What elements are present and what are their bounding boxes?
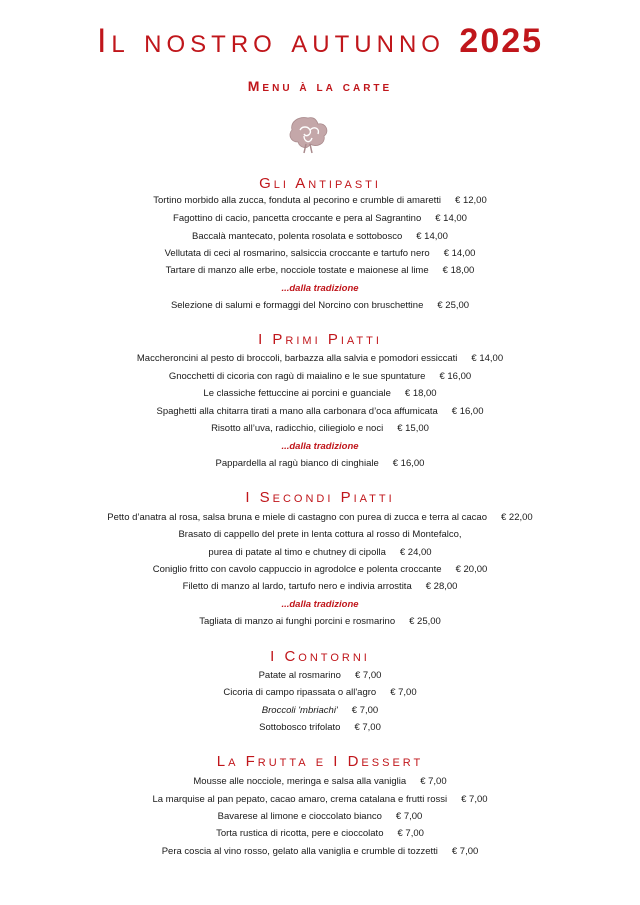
item-price: € 7,00 bbox=[461, 794, 488, 805]
menu-item-tradition bbox=[0, 457, 640, 470]
item-name: Tagliata di manzo ai funghi porcini e rosmarino bbox=[199, 616, 396, 627]
title-year: 2025 bbox=[459, 22, 544, 60]
section-title-antipasti: Gli Antipasti bbox=[259, 175, 381, 192]
menu-item bbox=[0, 387, 640, 400]
menu-item bbox=[0, 686, 640, 699]
item-name: Mousse alle nocciole, meringa e salsa alla vaniglia bbox=[193, 776, 407, 787]
tradition-label: ...dalla tradizione bbox=[281, 283, 359, 294]
item-name: Petto d’anatra al rosa, salsa bruna e miele di castagno con purea di zucca e terra al cacao bbox=[107, 512, 487, 523]
item-price: € 16,00 bbox=[392, 458, 425, 469]
item-name: Patate al rosmarino bbox=[258, 670, 341, 681]
section-title-contorni: I Contorni bbox=[270, 648, 370, 665]
menu-item bbox=[0, 230, 640, 243]
item-price: € 7,00 bbox=[354, 722, 381, 733]
item-price: € 14,00 bbox=[435, 213, 467, 224]
item-price: € 18,00 bbox=[442, 265, 475, 276]
section-title-primi: I Primi Piatti bbox=[258, 331, 382, 348]
menu-item bbox=[0, 563, 640, 576]
page-subtitle: Menu à la carte bbox=[247, 78, 393, 94]
item-name: Tortino morbido alla zucca, fonduta al pecorino e crumble di amaretti bbox=[153, 195, 442, 206]
item-name: Pera coscia al vino rosso, gelato alla vaniglia e crumble di tozzetti bbox=[161, 846, 438, 857]
item-price: € 7,00 bbox=[390, 687, 417, 698]
menu-item bbox=[0, 580, 640, 593]
menu-item bbox=[0, 775, 640, 788]
item-name: Spaghetti alla chitarra tirati a mano alla carbonara d’oca affumicata bbox=[156, 406, 438, 417]
section-title-secondi: I Secondi Piatti bbox=[245, 489, 395, 506]
section-title-dessert: La Frutta e I Dessert bbox=[216, 753, 424, 770]
item-name: Le classiche fettuccine ai porcini e guanciale bbox=[203, 388, 391, 399]
item-price: € 14,00 bbox=[471, 353, 504, 364]
menu-item bbox=[0, 810, 640, 823]
tradition-label: ...dalla tradizione bbox=[281, 599, 359, 610]
item-name: Pappardella al ragù bianco di cinghiale bbox=[215, 458, 379, 469]
page-title bbox=[0, 22, 640, 61]
menu-item bbox=[0, 352, 640, 365]
menu-item bbox=[0, 422, 640, 435]
item-price: € 14,00 bbox=[443, 248, 476, 259]
menu-item bbox=[0, 405, 640, 418]
menu-item bbox=[0, 370, 640, 383]
item-name: Bavarese al limone e cioccolato bianco bbox=[217, 811, 382, 822]
menu-item bbox=[0, 827, 640, 840]
item-name: Baccalà mantecato, polenta rosolata e sottobosco bbox=[192, 231, 403, 242]
item-name: Vellutata di ceci al rosmarino, salsiccia croccante e tartufo nero bbox=[164, 248, 430, 259]
item-name: Gnocchetti di cicoria con ragù di maialino e le sue spuntature bbox=[168, 371, 426, 382]
menu-item bbox=[0, 511, 640, 524]
tradition-label: ...dalla tradizione bbox=[281, 441, 359, 452]
item-name: Tartare di manzo alle erbe, nocciole tostate e maionese al lime bbox=[165, 265, 429, 276]
item-name: Risotto all’uva, radicchio, ciliegiolo e noci bbox=[211, 423, 384, 434]
item-price: € 7,00 bbox=[351, 705, 379, 716]
menu-item bbox=[0, 845, 640, 858]
item-price: € 7,00 bbox=[397, 828, 424, 839]
item-name: Filetto di manzo al lardo, tartufo nero e indivia arrostita bbox=[182, 581, 412, 592]
item-price: € 20,00 bbox=[455, 564, 488, 575]
item-name: Maccheroncini al pesto di broccoli, barbazza alla salvia e pomodori essiccati bbox=[136, 353, 458, 364]
item-price: € 24,00 bbox=[399, 547, 432, 558]
item-price: € 7,00 bbox=[420, 776, 447, 787]
item-price: € 16,00 bbox=[451, 406, 484, 417]
decorative-floral-emblem-icon bbox=[284, 114, 332, 154]
item-price: € 22,00 bbox=[501, 512, 533, 523]
item-name: purea di patate al timo e chutney di cipolla bbox=[208, 547, 386, 558]
menu-item bbox=[0, 194, 640, 207]
menu-item bbox=[0, 721, 640, 734]
menu-item-tradition bbox=[0, 615, 640, 628]
item-price: € 7,00 bbox=[354, 670, 382, 681]
item-price: € 25,00 bbox=[437, 300, 470, 311]
item-price: € 14,00 bbox=[416, 231, 448, 242]
title-text: Il nostro autunno bbox=[96, 22, 445, 60]
item-price: € 15,00 bbox=[397, 423, 429, 434]
menu-item bbox=[0, 212, 640, 225]
item-name: Torta rustica di ricotta, pere e cioccolato bbox=[216, 828, 384, 839]
item-price: € 25,00 bbox=[409, 616, 441, 627]
item-name: Broccoli 'mbriachi' bbox=[261, 705, 338, 716]
menu-item bbox=[0, 546, 640, 559]
item-price: € 18,00 bbox=[404, 388, 437, 399]
item-price: € 12,00 bbox=[455, 195, 487, 206]
menu-item-tradition bbox=[0, 299, 640, 312]
item-name: Coniglio fritto con cavolo cappuccio in agrodolce e polenta croccante bbox=[152, 564, 442, 575]
item-name: Sottobosco trifolato bbox=[259, 722, 341, 733]
item-name: Fagottino di cacio, pancetta croccante e pera al Sagrantino bbox=[173, 213, 422, 224]
item-price: € 7,00 bbox=[451, 846, 479, 857]
item-name: Selezione di salumi e formaggi del Norcino con bruschettine bbox=[170, 300, 424, 311]
item-price: € 16,00 bbox=[439, 371, 472, 382]
item-name: La marquise al pan pepato, cacao amaro, crema catalana e frutti rossi bbox=[152, 794, 448, 805]
menu-item-line1: Brasato di cappello del prete in lenta cottura al rosso di Montefalco, bbox=[178, 529, 462, 540]
menu-item bbox=[0, 247, 640, 260]
item-price: € 7,00 bbox=[395, 811, 423, 822]
menu-item bbox=[0, 264, 640, 277]
item-price: € 28,00 bbox=[425, 581, 458, 592]
menu-item bbox=[0, 704, 640, 717]
menu-item bbox=[0, 793, 640, 806]
menu-item bbox=[0, 669, 640, 682]
item-name: Cicoria di campo ripassata o all'agro bbox=[223, 687, 377, 698]
